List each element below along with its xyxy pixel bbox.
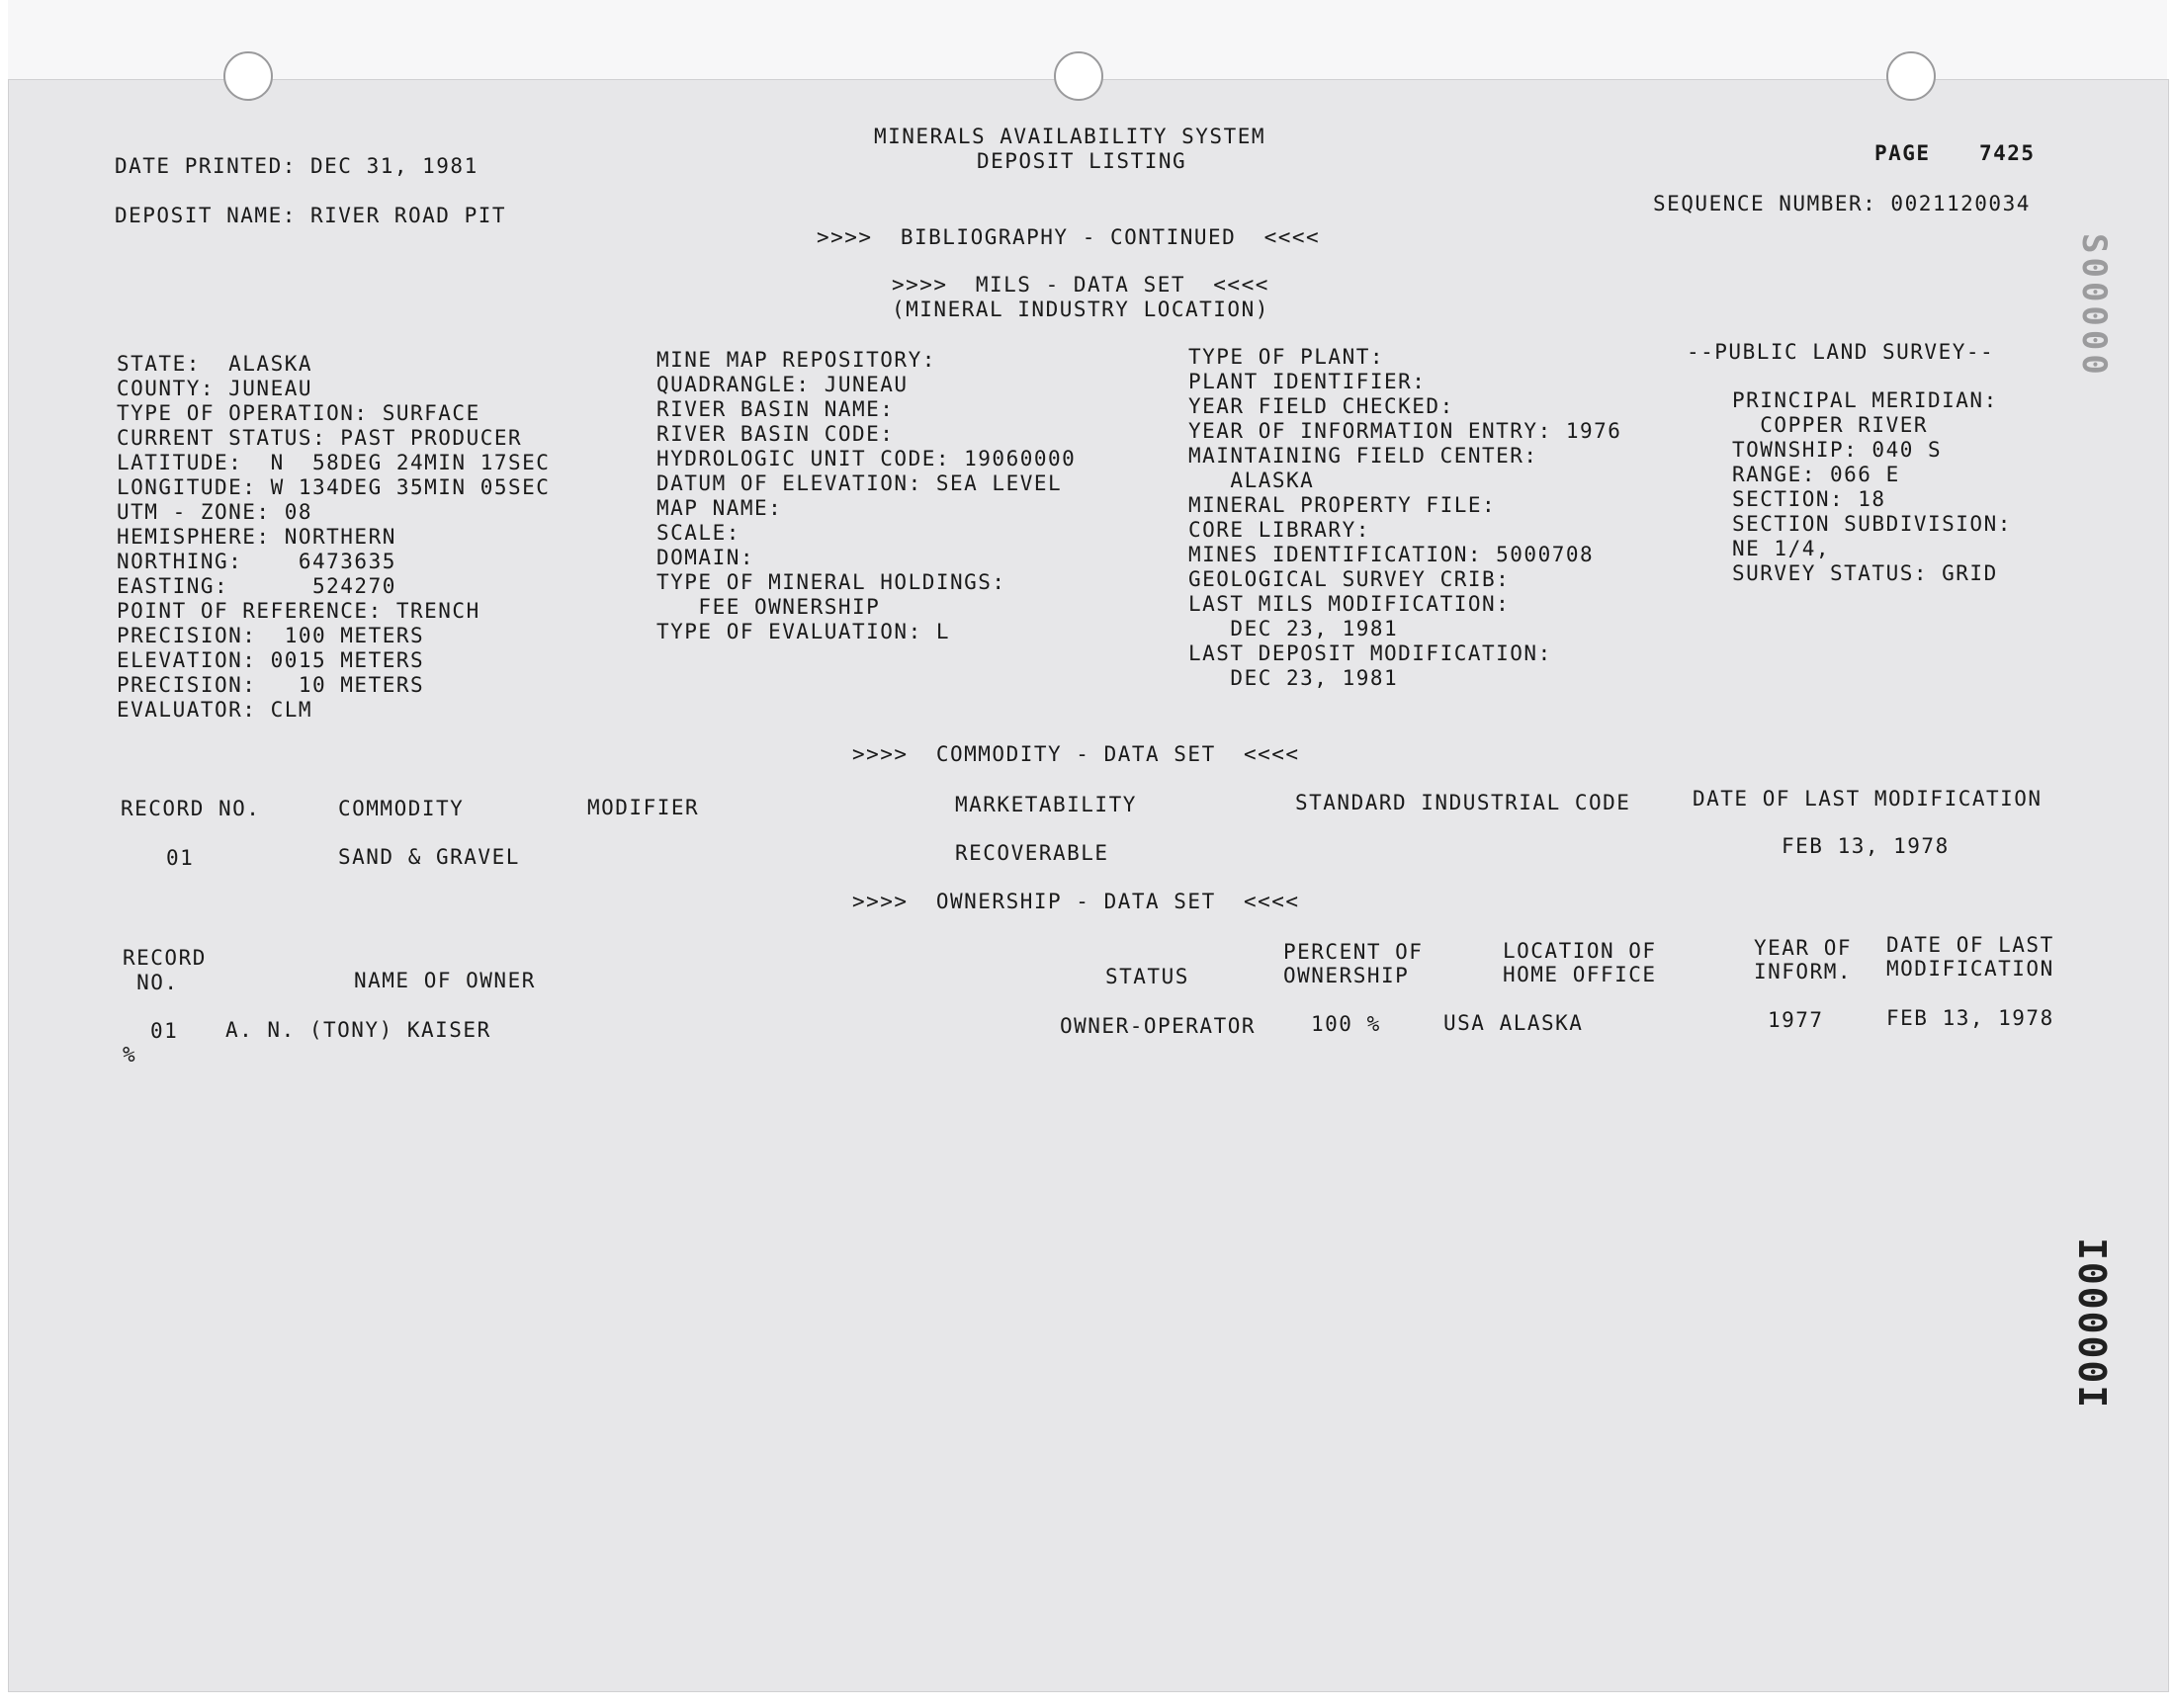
commodity-date: FEB 13, 1978: [1782, 834, 1950, 858]
date-printed: DATE PRINTED: DEC 31, 1981: [115, 154, 478, 178]
field-line: TOWNSHIP: 040 S: [1732, 438, 1943, 462]
field-line: NORTHING: 6473635: [117, 550, 396, 573]
land-survey-column: [1732, 388, 2012, 586]
header-marketability: MARKETABILITY: [955, 793, 1137, 816]
field-line: SECTION SUBDIVISION:: [1732, 512, 2012, 536]
field-line: RANGE: 066 E: [1732, 463, 1900, 486]
commodity-marketability: RECOVERABLE: [955, 841, 1109, 865]
commodity-heading: >>>> COMMODITY - DATA SET <<<<: [852, 742, 1300, 766]
field-line: RIVER BASIN CODE:: [656, 422, 895, 446]
field-line: DEC 23, 1981: [1188, 666, 1399, 690]
header-status: STATUS: [1105, 965, 1189, 988]
field-line: MAP NAME:: [656, 496, 783, 520]
header-percent: PERCENT OF: [1283, 940, 1424, 964]
header-record-no: RECORD NO.: [121, 797, 261, 820]
field-line: DATUM OF ELEVATION: SEA LEVEL: [656, 471, 1063, 495]
field-line: YEAR FIELD CHECKED:: [1188, 394, 1454, 418]
field-line: MINES IDENTIFICATION: 5000708: [1188, 543, 1595, 566]
field-line: TYPE OF OPERATION: SURFACE: [117, 401, 480, 425]
header-sic: STANDARD INDUSTRIAL CODE: [1295, 791, 1631, 814]
field-line: QUADRANGLE: JUNEAU: [656, 373, 909, 396]
field-line: MINERAL PROPERTY FILE:: [1188, 493, 1497, 517]
field-line: COUNTY: JUNEAU: [117, 377, 313, 400]
field-line: UTM - ZONE: 08: [117, 500, 313, 524]
field-line: EVALUATOR: CLM: [117, 698, 313, 722]
header-location: LOCATION OF: [1503, 939, 1657, 963]
field-line: SECTION: 18: [1732, 487, 1886, 511]
page-label: PAGE: [1874, 141, 1931, 165]
listing-title: DEPOSIT LISTING: [977, 149, 1187, 173]
field-line: PRINCIPAL MERIDIAN:: [1732, 388, 1998, 412]
field-line: STATE: ALASKA: [117, 352, 313, 376]
commodity-record-no: 01: [166, 846, 195, 870]
field-line: YEAR OF INFORMATION ENTRY: 1976: [1188, 419, 1622, 443]
punch-hole: [1054, 51, 1103, 101]
field-line: PRECISION: 10 METERS: [117, 673, 425, 697]
header-commodity: COMMODITY: [338, 797, 465, 820]
location-column: [117, 352, 550, 723]
header-ownership: OWNERSHIP: [1283, 964, 1410, 987]
field-line: DOMAIN:: [656, 546, 755, 569]
header-date-last-modification: DATE OF LAST MODIFICATION: [1693, 787, 2043, 811]
field-line: LONGITUDE: W 134DEG 35MIN 05SEC: [117, 475, 551, 499]
field-line: FEE OWNERSHIP: [656, 595, 881, 619]
field-line: LATITUDE: N 58DEG 24MIN 17SEC: [117, 451, 551, 474]
field-line: MINE MAP REPOSITORY:: [656, 348, 936, 372]
field-line: LAST MILS MODIFICATION:: [1188, 592, 1511, 616]
mils-heading: >>>> MILS - DATA SET <<<<: [892, 273, 1269, 297]
owner-date: FEB 13, 1978: [1886, 1006, 2054, 1030]
map-column: [656, 348, 1076, 644]
owner-status: OWNER-OPERATOR: [1060, 1014, 1257, 1038]
end-mark: %: [123, 1043, 137, 1067]
field-line: TYPE OF PLANT:: [1188, 345, 1385, 369]
field-line: PRECISION: 100 METERS: [117, 624, 425, 647]
field-line: RIVER BASIN NAME:: [656, 397, 895, 421]
field-line: EASTING: 524270: [117, 574, 396, 598]
header-home-office: HOME OFFICE: [1503, 963, 1657, 986]
field-line: GEOLOGICAL SURVEY CRIB:: [1188, 567, 1511, 591]
field-line: ELEVATION: 0015 METERS: [117, 648, 425, 672]
field-line: SCALE:: [656, 521, 740, 545]
header-record: RECORD: [123, 946, 207, 970]
bibliography-heading: >>>> BIBLIOGRAPHY - CONTINUED <<<<: [817, 225, 1321, 249]
field-line: TYPE OF EVALUATION: L: [656, 620, 951, 643]
field-line: CORE LIBRARY:: [1188, 518, 1370, 542]
system-title: MINERALS AVAILABILITY SYSTEM: [874, 125, 1266, 148]
field-line: ALASKA: [1188, 469, 1315, 492]
owner-record-no: 01: [150, 1019, 179, 1043]
field-line: SURVEY STATUS: GRID: [1732, 561, 1998, 585]
field-line: COPPER RIVER: [1732, 413, 1929, 437]
field-line: PLANT IDENTIFIER:: [1188, 370, 1427, 393]
header-record-no: NO.: [123, 971, 179, 994]
lower-margin-stamp: I00000I: [2070, 1238, 2114, 1410]
upper-margin-stamp: S00000: [2074, 233, 2114, 379]
ownership-heading: >>>> OWNERSHIP - DATA SET <<<<: [852, 890, 1300, 913]
field-line: TYPE OF MINERAL HOLDINGS:: [656, 570, 1006, 594]
mils-subheading: (MINERAL INDUSTRY LOCATION): [892, 298, 1269, 321]
sequence-number: SEQUENCE NUMBER: 0021120034: [1653, 192, 2031, 215]
field-line: HYDROLOGIC UNIT CODE: 19060000: [656, 447, 1077, 470]
field-line: MAINTAINING FIELD CENTER:: [1188, 444, 1538, 468]
plant-column: [1188, 345, 1621, 691]
field-line: DEC 23, 1981: [1188, 617, 1399, 640]
deposit-name: DEPOSIT NAME: RIVER ROAD PIT: [115, 204, 507, 227]
owner-percent: 100 %: [1311, 1012, 1381, 1036]
header-modification: MODIFICATION: [1886, 957, 2054, 981]
owner-year: 1977: [1768, 1008, 1824, 1032]
field-line: POINT OF REFERENCE: TRENCH: [117, 599, 480, 623]
punch-hole: [223, 51, 273, 101]
header-year-of: YEAR OF: [1754, 936, 1853, 960]
field-line: HEMISPHERE: NORTHERN: [117, 525, 396, 549]
owner-location: USA ALASKA: [1443, 1011, 1584, 1035]
public-land-survey-heading: --PUBLIC LAND SURVEY--: [1687, 340, 1995, 364]
page-number: 7425: [1979, 141, 2036, 165]
header-name-of-owner: NAME OF OWNER: [354, 969, 536, 992]
header-date-of-last: DATE OF LAST: [1886, 933, 2054, 957]
field-line: NE 1/4,: [1732, 537, 1831, 560]
field-line: LAST DEPOSIT MODIFICATION:: [1188, 641, 1552, 665]
header-modifier: MODIFIER: [587, 796, 700, 819]
commodity-name: SAND & GRAVEL: [338, 845, 520, 869]
owner-name: A. N. (TONY) KAISER: [225, 1018, 491, 1042]
field-line: CURRENT STATUS: PAST PRODUCER: [117, 426, 523, 450]
punch-hole: [1886, 51, 1936, 101]
header-inform: INFORM.: [1754, 960, 1853, 983]
